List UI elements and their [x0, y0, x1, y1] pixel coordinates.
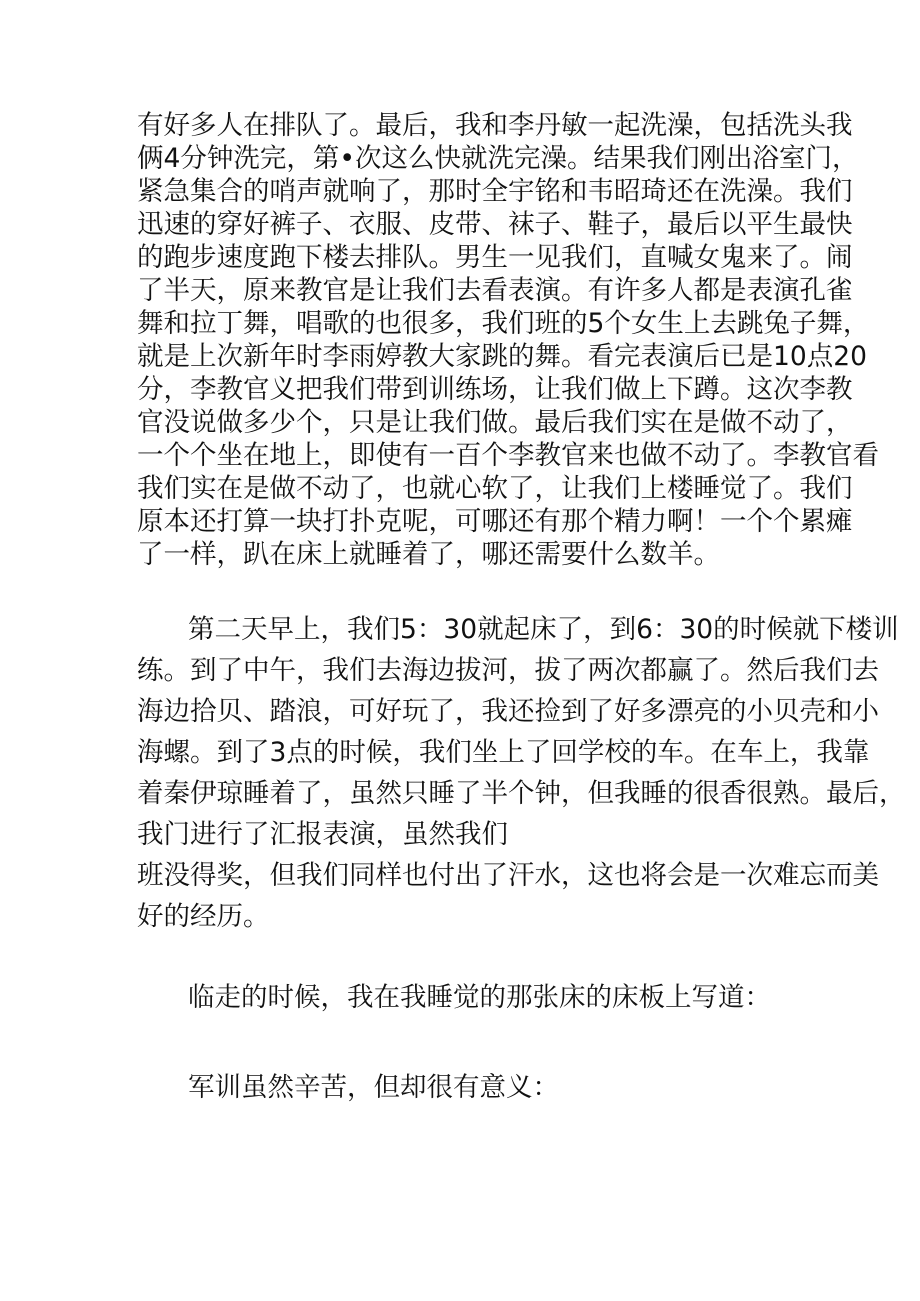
paragraph-1-line-11: 一个个坐在地上，即使有一百个李教官来也做不动了。李教官看 [137, 440, 879, 471]
paragraph-2-line-3: 海边拾贝、踏浪，可好玩了，我还捡到了好多漂亮的小贝壳和小 [137, 696, 879, 727]
paragraph-2-line-7: 班没得奖，但我们同样也付出了汗水，这也将会是一次难忘而美 [137, 860, 879, 891]
paragraph-2-line-4: 海螺。到了3点的时候，我们坐上了回学校的车。在车上，我靠 [137, 737, 870, 768]
paragraph-1-line-6: 了半天，原来教官是让我们去看表演。有许多人都是表演孔雀 [137, 275, 853, 306]
paragraph-2-line-6: 我门进行了汇报表演，虽然我们 [137, 819, 508, 850]
paragraph-1-line-2: 俩4分钟洗完，第•次这么快就洗完澡。结果我们刚出浴室门， [137, 143, 859, 174]
paragraph-4: 军训虽然辛苦，但却很有意义： [188, 1072, 559, 1103]
paragraph-1-line-9: 分，李教官义把我们带到训练场，让我们做上下蹲。这次李教 [137, 374, 853, 405]
paragraph-1-line-14: 了一样，趴在床上就睡着了，哪还需要什么数羊。 [137, 539, 720, 570]
paragraph-1-line-4: 迅速的穿好裤子、衣服、皮带、袜子、鞋子，最后以平生最快 [137, 209, 853, 240]
paragraph-1-line-12: 我们实在是做不动了，也就心软了，让我们上楼睡觉了。我们 [137, 473, 853, 504]
paragraph-2-line-1: 第二天早上，我们5：30就起床了，到6：30的时候就下楼训 [188, 614, 899, 645]
paragraph-1-line-1: 有好多人在排队了。最后，我和李丹敏一起洗澡，包括洗头我 [137, 110, 853, 141]
paragraph-2-line-2: 练。到了中午，我们去海边拔河，拔了两次都赢了。然后我们去 [137, 655, 879, 686]
paragraph-1-line-10: 官没说做多少个，只是让我们做。最后我们实在是做不动了， [137, 407, 853, 438]
paragraph-3: 临走的时候，我在我睡觉的那张床的床板上写道： [188, 982, 771, 1013]
paragraph-1-line-7: 舞和拉丁舞，唱歌的也很多，我们班的5个女生上去跳兔子舞， [137, 308, 870, 339]
paragraph-1-line-8: 就是上次新年时李雨婷教大家跳的舞。看完表演后已是10点20 [137, 341, 867, 372]
paragraph-1-line-5: 的跑步速度跑下楼去排队。男生一见我们，直喊女鬼来了。闹 [137, 242, 853, 273]
paragraph-2-line-8: 好的经历。 [137, 901, 270, 932]
paragraph-1-line-3: 紧急集合的哨声就响了，那时全宇铭和韦昭琦还在洗澡。我们 [137, 176, 853, 207]
paragraph-1-line-13: 原本还打算一块打扑克呢，可哪还有那个精力啊！一个个累瘫 [137, 506, 853, 537]
paragraph-2-line-5: 着秦伊琼睡着了，虽然只睡了半个钟，但我睡的很香很熟。最后， [137, 778, 906, 809]
